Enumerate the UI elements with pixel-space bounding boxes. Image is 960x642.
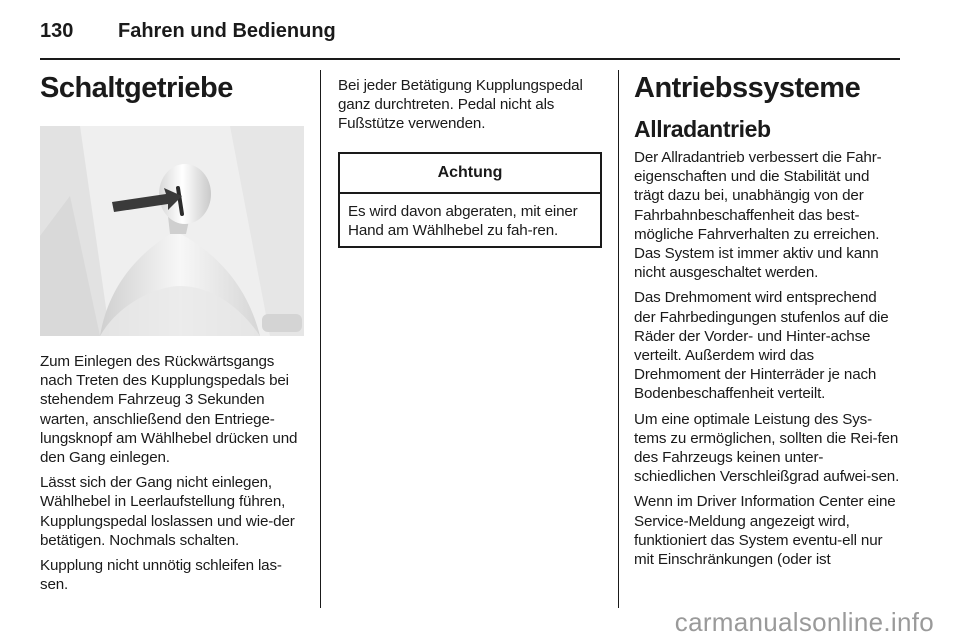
paragraph: Bei jeder Betätigung Kupplungspedal ganz durchtreten. Pedal nicht als Fußstütze verwenden. xyxy=(338,77,583,133)
right-column xyxy=(634,66,902,575)
paragraph: Lässt sich der Gang nicht einlegen, Wählhebel in Leerlaufstellung führen, Kupplungspedal loslassen und wie-der betätigen. Nochmals schalten. xyxy=(40,474,295,549)
page-number: 130 xyxy=(40,20,74,42)
gear-lever-figure xyxy=(40,126,304,336)
paragraph: Der Allradantrieb verbessert die Fahr-eigenschaften und die Stabilität und trägt dazu bei, unabhängig von der Fahrbahnbeschaffenheit das best-mögliche Fahrverhalten zu erreichen. Das System ist immer aktiv und kann nicht ausgeschaltet werden. xyxy=(634,149,882,282)
notice-body xyxy=(340,194,600,246)
column-divider xyxy=(618,70,619,608)
paragraph: Um eine optimale Leistung des Sys-tems zu ermöglichen, sollten die Rei-fen des Fahrzeugs keinen unter-schiedlichen Verschleißgrad aufwei-sen. xyxy=(634,410,900,486)
column-divider xyxy=(320,70,321,608)
gear-lever-reverse-illustration xyxy=(40,126,304,336)
middle-column xyxy=(338,76,602,248)
notice-text: Es wird davon abgeraten, mit einer Hand am Wählhebel zu fah-ren. xyxy=(348,202,578,239)
paragraph: Das Drehmoment wird entsprechend der Fahrbedingungen stufenlos auf die Räder der Vorder- und Hinter-achse verteilt. Außerdem wird das Drehmoment der Hinterräder je nach Bodenbeschaffenheit verteilt. xyxy=(634,289,889,403)
notice-title: Achtung xyxy=(340,154,600,194)
paragraph: Zum Einlegen des Rückwärtsgangs nach Treten des Kupplungspedals bei stehendem Fahrzeug 3 Sekunden warten, anschließend den Entriege-lungsknopf am Wählhebel drücken und den Gang einlegen. xyxy=(40,353,298,467)
section-title-schaltgetriebe: Schaltgetriebe xyxy=(40,72,233,104)
subsection-title-allradantrieb: Allradantrieb xyxy=(634,116,771,142)
watermark: carmanualsonline.info xyxy=(674,607,934,637)
caution-notice-box xyxy=(338,152,602,248)
paragraph: Wenn im Driver Information Center eine Service-Meldung angezeigt wird, funktioniert das System eventu-ell nur mit Einschränkungen (oder ist xyxy=(634,493,896,569)
header-rule xyxy=(40,58,900,60)
chapter-title: Fahren und Bedienung xyxy=(118,20,336,42)
paragraph: Kupplung nicht unnötig schleifen las-sen. xyxy=(40,557,282,594)
left-column xyxy=(40,66,304,600)
section-title-antriebssysteme: Antriebssysteme xyxy=(634,72,861,104)
